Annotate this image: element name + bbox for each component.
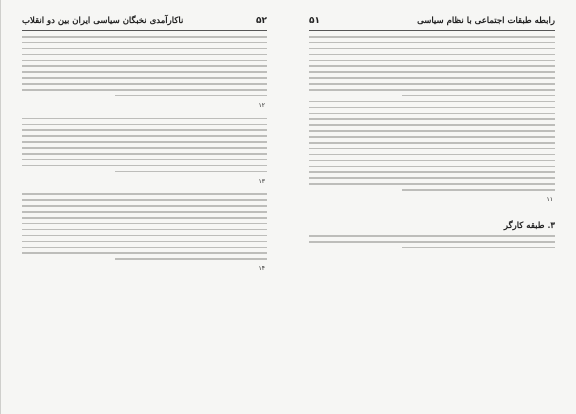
text-line-placeholder xyxy=(22,205,267,207)
right-running-head: ناکارآمدی نخبگان سیاسی ایران بین دو انقلاب xyxy=(22,15,184,26)
footnote-marker: ۱۴ xyxy=(258,265,265,273)
text-line-placeholder xyxy=(309,142,555,144)
footnote-marker: ۱۳ xyxy=(258,177,265,185)
text-line-placeholder xyxy=(22,54,267,56)
text-line-placeholder xyxy=(309,83,555,85)
text-line-placeholder xyxy=(309,166,555,168)
text-line-placeholder xyxy=(309,54,555,56)
left-page-number: ۵۱ xyxy=(309,15,320,26)
text-line-placeholder xyxy=(22,229,267,231)
text-line-placeholder xyxy=(22,235,267,237)
left-page-header xyxy=(309,13,555,31)
text-line-placeholder xyxy=(22,36,267,38)
text-line-placeholder xyxy=(309,154,555,156)
text-line-placeholder xyxy=(309,113,555,115)
left-page-body xyxy=(309,36,555,248)
text-line-placeholder xyxy=(22,211,267,213)
text-line-placeholder xyxy=(22,124,267,126)
left-paragraph-1 xyxy=(309,36,555,96)
text-line-placeholder xyxy=(22,147,267,149)
right-page-body xyxy=(22,36,267,277)
text-line-placeholder xyxy=(22,241,267,243)
text-line-placeholder xyxy=(309,177,555,179)
text-line-placeholder xyxy=(22,48,267,50)
text-line-placeholder xyxy=(309,60,555,62)
text-line-placeholder xyxy=(115,258,267,260)
text-line-placeholder xyxy=(22,135,267,137)
text-line-placeholder xyxy=(309,148,555,150)
footnote-marker: ۱۲ xyxy=(258,101,265,109)
text-line-placeholder xyxy=(309,77,555,79)
text-line-placeholder xyxy=(309,124,555,126)
text-line-placeholder xyxy=(309,130,555,132)
left-paragraph-3 xyxy=(309,235,555,248)
text-line-placeholder xyxy=(309,42,555,44)
text-line-placeholder xyxy=(309,136,555,138)
text-line-placeholder xyxy=(22,165,267,167)
text-line-placeholder xyxy=(22,83,267,85)
text-line-placeholder xyxy=(22,118,267,120)
text-line-placeholder xyxy=(309,171,555,173)
footnote-marker: ۱۱ xyxy=(546,196,553,204)
text-line-placeholder xyxy=(22,199,267,201)
section-heading: ۳. طبقه کارگر xyxy=(503,220,555,231)
text-line-placeholder xyxy=(22,65,267,67)
text-line-placeholder xyxy=(115,95,267,97)
text-line-placeholder xyxy=(309,71,555,73)
text-line-placeholder xyxy=(22,71,267,73)
text-line-placeholder xyxy=(402,189,555,191)
text-line-placeholder xyxy=(22,89,267,91)
text-line-placeholder xyxy=(309,241,555,243)
text-line-placeholder xyxy=(22,42,267,44)
section-gap xyxy=(309,210,555,216)
text-line-placeholder xyxy=(22,153,267,155)
right-page-number: ۵۲ xyxy=(256,15,267,26)
right-paragraph-1 xyxy=(22,36,267,113)
left-page xyxy=(288,0,576,414)
text-line-placeholder xyxy=(22,129,267,131)
text-line-placeholder xyxy=(22,247,267,249)
text-line-placeholder xyxy=(22,60,267,62)
right-paragraph-2 xyxy=(22,118,267,190)
left-running-head: رابطه طبقات اجتماعی با نظام سیاسی xyxy=(417,15,555,26)
text-line-placeholder xyxy=(309,235,555,237)
text-line-placeholder xyxy=(309,48,555,50)
text-line-placeholder xyxy=(115,171,267,173)
text-line-placeholder xyxy=(402,95,555,97)
text-line-placeholder xyxy=(309,107,555,109)
text-line-placeholder xyxy=(309,160,555,162)
text-line-placeholder xyxy=(22,223,267,225)
text-line-placeholder xyxy=(309,183,555,185)
text-line-placeholder xyxy=(309,89,555,91)
text-line-placeholder xyxy=(22,217,267,219)
text-line-placeholder xyxy=(22,141,267,143)
text-line-placeholder xyxy=(402,247,555,249)
text-line-placeholder xyxy=(22,252,267,254)
text-line-placeholder xyxy=(22,77,267,79)
text-line-placeholder xyxy=(309,36,555,38)
text-line-placeholder xyxy=(309,101,555,103)
text-line-placeholder xyxy=(309,118,555,120)
left-paragraph-2 xyxy=(309,101,555,208)
text-line-placeholder xyxy=(309,65,555,67)
text-line-placeholder xyxy=(22,193,267,195)
right-page-header xyxy=(22,13,267,31)
text-line-placeholder xyxy=(22,159,267,161)
right-paragraph-3 xyxy=(22,193,267,276)
